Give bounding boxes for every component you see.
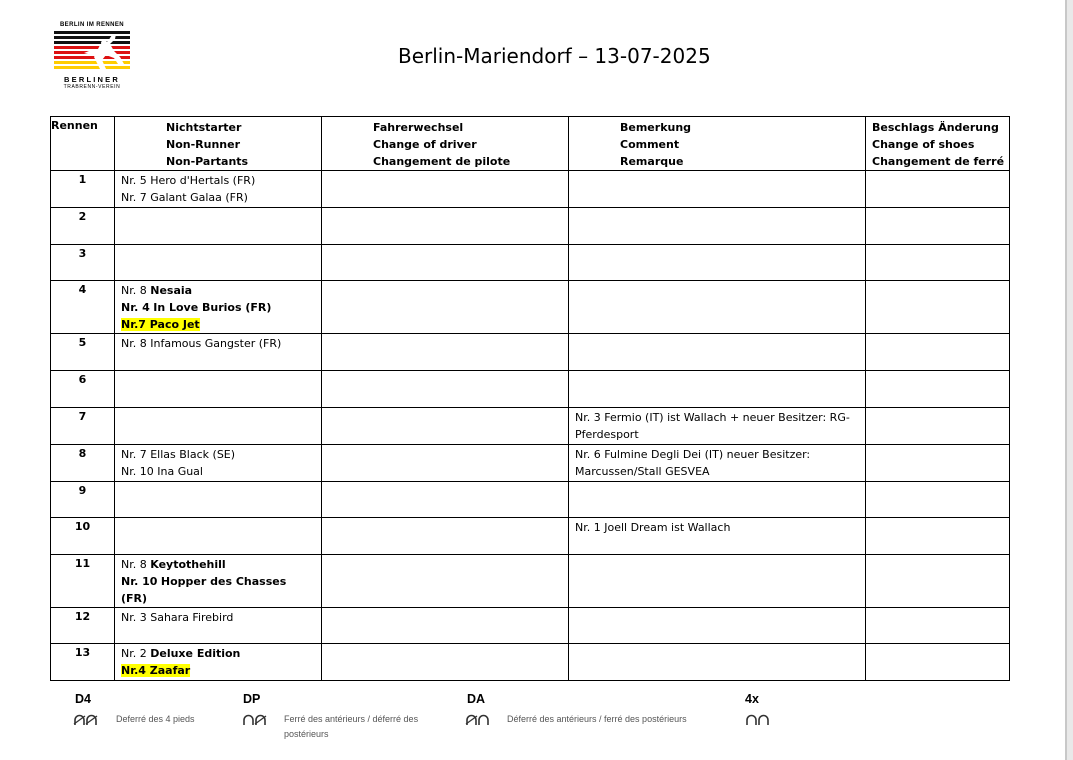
nonstarter-cell xyxy=(115,281,322,334)
shoe-change-cell xyxy=(866,208,1010,245)
nonstarter-entry xyxy=(121,189,315,206)
race-number-cell: 4 xyxy=(51,281,115,334)
shoe-change-cell xyxy=(866,555,1010,608)
remark-cell xyxy=(569,644,866,681)
driver-change-cell xyxy=(322,245,569,281)
remark-cell xyxy=(569,482,866,518)
table-row xyxy=(51,208,1010,245)
remark-cell xyxy=(569,555,866,608)
page-title: Berlin-Mariendorf – 13-07-2025 xyxy=(398,44,711,68)
header-line: Non-Partants xyxy=(166,155,249,168)
two-crossed-horseshoes-icon xyxy=(73,714,99,726)
shoe-change-text xyxy=(866,608,1009,609)
nonstarter-entry xyxy=(121,172,315,189)
shoe-change-cell xyxy=(866,171,1010,208)
logo-top-text: BERLIN IM RENNEN xyxy=(59,22,125,28)
entry-number: Nr. 7 xyxy=(121,191,147,204)
shoe-change-cell xyxy=(866,334,1010,371)
header-line: Nichtstarter xyxy=(166,121,242,134)
remark-text xyxy=(569,334,865,335)
table-row xyxy=(51,482,1010,518)
nonstarter-cell xyxy=(115,482,322,518)
header-driver-change xyxy=(322,117,569,171)
nonstarter-entry xyxy=(121,335,315,352)
header-remark xyxy=(569,117,866,171)
page-edge xyxy=(1065,0,1067,760)
header-line: Comment xyxy=(620,138,680,151)
nonstarter-cell xyxy=(115,445,322,482)
driver-change-text xyxy=(322,644,568,645)
horse-name: Ellas Black (SE) xyxy=(150,448,236,461)
race-number-cell: 11 xyxy=(51,555,115,608)
remark-text: Nr. 3 Fermio (IT) ist Wallach + neuer Besitzer: RG-Pferdesport xyxy=(575,411,850,441)
remark-text xyxy=(569,171,865,172)
shoe-change-text xyxy=(866,518,1009,519)
race-number-cell: 12 xyxy=(51,608,115,644)
header-line: Changement de ferré xyxy=(872,155,1005,168)
horse-flag-emblem-icon xyxy=(54,31,130,73)
shoe-change-cell xyxy=(866,445,1010,482)
shoe-change-text xyxy=(866,644,1009,645)
header-line: Remarque xyxy=(620,155,684,168)
table-row xyxy=(51,608,1010,644)
remark-cell xyxy=(569,518,866,555)
nonstarter-cell xyxy=(115,644,322,681)
table-row xyxy=(51,644,1010,681)
horse-name: Hopper des Chasses (FR) xyxy=(121,575,287,605)
shoe-change-cell xyxy=(866,245,1010,281)
horse-name: Infamous Gangster (FR) xyxy=(150,337,282,350)
remark-cell xyxy=(569,245,866,281)
race-number-cell: 6 xyxy=(51,371,115,408)
driver-change-cell xyxy=(322,171,569,208)
race-number-cell: 3 xyxy=(51,245,115,281)
remark-text xyxy=(569,281,865,282)
shoe-change-cell xyxy=(866,281,1010,334)
header-line: Changement de pilote xyxy=(373,155,511,168)
nonstarter-cell xyxy=(115,171,322,208)
berliner-trabrenn-verein-logo xyxy=(54,22,132,90)
table-row xyxy=(51,171,1010,208)
header-nonstarter xyxy=(115,117,322,171)
driver-change-text xyxy=(322,171,568,172)
driver-change-cell xyxy=(322,482,569,518)
header-line: Fahrerwechsel xyxy=(373,121,464,134)
shoe-change-text xyxy=(866,555,1009,556)
driver-change-text xyxy=(322,518,568,519)
table-row xyxy=(51,518,1010,555)
remark-text xyxy=(569,245,865,246)
horse-name: Sahara Firebird xyxy=(150,611,234,624)
remark-cell xyxy=(569,445,866,482)
nonstarter-cell xyxy=(115,408,322,445)
horse-name: Deluxe Edition xyxy=(150,647,241,660)
remark-text: Nr. 1 Joell Dream ist Wallach xyxy=(575,521,731,534)
driver-change-cell xyxy=(322,445,569,482)
remark-cell xyxy=(569,408,866,445)
driver-change-cell xyxy=(322,281,569,334)
table-header-row xyxy=(51,117,1010,171)
remark-text xyxy=(569,608,865,609)
nonstarter-entry xyxy=(121,282,315,299)
horse-name: Paco Jet xyxy=(149,318,200,331)
legend-desc: Déferré des antérieurs / ferré des postérieurs xyxy=(507,714,687,724)
driver-change-cell xyxy=(322,371,569,408)
race-number-cell: 9 xyxy=(51,482,115,518)
remark-cell xyxy=(569,371,866,408)
table-row xyxy=(51,408,1010,445)
driver-change-text xyxy=(322,608,568,609)
entry-number: Nr.4 xyxy=(121,664,146,677)
header-line: Non-Runner xyxy=(166,138,241,151)
horseshoe-and-crossed-horseshoe-icon xyxy=(242,714,268,726)
header-line: Beschlags Änderung xyxy=(872,121,999,134)
driver-change-text xyxy=(322,281,568,282)
nonstarter-cell xyxy=(115,334,322,371)
driver-change-cell xyxy=(322,518,569,555)
remark-cell xyxy=(569,608,866,644)
race-number-cell: 1 xyxy=(51,171,115,208)
header-race: Rennen xyxy=(51,117,115,171)
header-line: Bemerkung xyxy=(620,121,692,134)
driver-change-cell xyxy=(322,644,569,681)
remark-cell xyxy=(569,208,866,245)
nonstarter-entry xyxy=(121,299,315,316)
driver-change-text xyxy=(322,482,568,483)
table-row xyxy=(51,334,1010,371)
table-row xyxy=(51,555,1010,608)
header-line: Change of shoes xyxy=(872,138,975,151)
shoe-change-cell xyxy=(866,408,1010,445)
horse-name: Ina Gual xyxy=(157,465,203,478)
nonstarter-entry xyxy=(121,446,315,463)
header-line: Change of driver xyxy=(373,138,477,151)
shoe-change-text xyxy=(866,245,1009,246)
race-number-cell: 13 xyxy=(51,644,115,681)
shoe-change-text xyxy=(866,371,1009,372)
nonstarter-cell xyxy=(115,245,322,281)
two-horseshoes-icon xyxy=(745,714,771,726)
race-number-cell: 8 xyxy=(51,445,115,482)
driver-change-text xyxy=(322,208,568,209)
nonstarter-cell xyxy=(115,555,322,608)
table-row xyxy=(51,445,1010,482)
entry-number: Nr. 5 xyxy=(121,174,147,187)
nonstarter-entry xyxy=(121,573,315,607)
remark-text xyxy=(569,371,865,372)
horse-name: Hero d'Hertals (FR) xyxy=(150,174,256,187)
entry-number: Nr. 3 xyxy=(121,611,147,624)
horse-name: In Love Burios (FR) xyxy=(153,301,272,314)
shoe-change-cell xyxy=(866,371,1010,408)
table-row xyxy=(51,245,1010,281)
remark-text xyxy=(569,482,865,483)
remark-text xyxy=(569,208,865,209)
horse-name: Zaafar xyxy=(149,664,191,677)
driver-change-text xyxy=(322,371,568,372)
entry-number: Nr. 8 xyxy=(121,284,147,297)
driver-change-cell xyxy=(322,208,569,245)
shoe-change-cell xyxy=(866,518,1010,555)
driver-change-text xyxy=(322,408,568,409)
race-number-cell: 2 xyxy=(51,208,115,245)
entry-number: Nr. 8 xyxy=(121,558,147,571)
remark-text: Nr. 6 Fulmine Degli Dei (IT) neuer Besitzer: Marcussen/Stall GESVEA xyxy=(575,448,811,478)
nonstarter-entry xyxy=(121,609,315,626)
entry-number: Nr. 7 xyxy=(121,448,147,461)
nonstarter-cell xyxy=(115,608,322,644)
entry-number: Nr. 2 xyxy=(121,647,147,660)
nonstarter-cell xyxy=(115,518,322,555)
remark-cell xyxy=(569,171,866,208)
nonstarter-cell xyxy=(115,208,322,245)
nonstarter-entry xyxy=(121,316,315,333)
driver-change-cell xyxy=(322,608,569,644)
driver-change-cell xyxy=(322,555,569,608)
remark-text xyxy=(569,644,865,645)
legend-code: 4x xyxy=(745,692,759,706)
race-number-cell: 7 xyxy=(51,408,115,445)
shoe-change-cell xyxy=(866,608,1010,644)
horse-name: Galant Galaa (FR) xyxy=(150,191,248,204)
driver-change-cell xyxy=(322,334,569,371)
race-number-cell: 5 xyxy=(51,334,115,371)
remark-cell xyxy=(569,334,866,371)
entry-number: Nr. 10 xyxy=(121,575,158,588)
driver-change-cell xyxy=(322,408,569,445)
nonstarter-entry xyxy=(121,645,315,662)
shoe-change-text xyxy=(866,482,1009,483)
crossed-horseshoe-and-horseshoe-icon xyxy=(465,714,491,726)
remark-cell xyxy=(569,281,866,334)
horse-name: Keytothehill xyxy=(150,558,226,571)
driver-change-text xyxy=(322,334,568,335)
legend-code: DA xyxy=(467,692,486,706)
shoe-change-text xyxy=(866,171,1009,172)
nonstarter-cell xyxy=(115,371,322,408)
legend-desc: Ferré des antérieurs / déferré des postérieurs xyxy=(284,714,419,739)
nonstarter-entry xyxy=(121,556,315,573)
shoe-change-text xyxy=(866,408,1009,409)
legend-desc: Deferré des 4 pieds xyxy=(116,714,195,724)
shoe-change-text xyxy=(866,208,1009,209)
shoe-change-text xyxy=(866,281,1009,282)
entry-number: Nr.7 xyxy=(121,318,146,331)
legend-code: DP xyxy=(243,692,261,706)
driver-change-text xyxy=(322,555,568,556)
entry-number: Nr. 10 xyxy=(121,465,154,478)
shoe-change-cell xyxy=(866,482,1010,518)
nonstarter-entry xyxy=(121,662,315,679)
table-row xyxy=(51,281,1010,334)
entry-number: Nr. 4 xyxy=(121,301,150,314)
driver-change-text xyxy=(322,445,568,446)
shoe-change-text xyxy=(866,334,1009,335)
legend-code: D4 xyxy=(75,692,91,706)
nonstarter-entry xyxy=(121,463,315,480)
driver-change-text xyxy=(322,245,568,246)
table-row xyxy=(51,371,1010,408)
shoe-change-cell xyxy=(866,644,1010,681)
logo-name: BERLINER xyxy=(64,75,120,84)
remark-text xyxy=(569,555,865,556)
logo-subtitle: TRABRENN-VEREIN xyxy=(63,84,121,90)
entry-number: Nr. 8 xyxy=(121,337,147,350)
race-number-cell: 10 xyxy=(51,518,115,555)
shoe-change-text xyxy=(866,445,1009,446)
horse-name: Nesaia xyxy=(150,284,193,297)
race-changes-table xyxy=(50,116,1010,681)
header-shoe-change xyxy=(866,117,1010,171)
